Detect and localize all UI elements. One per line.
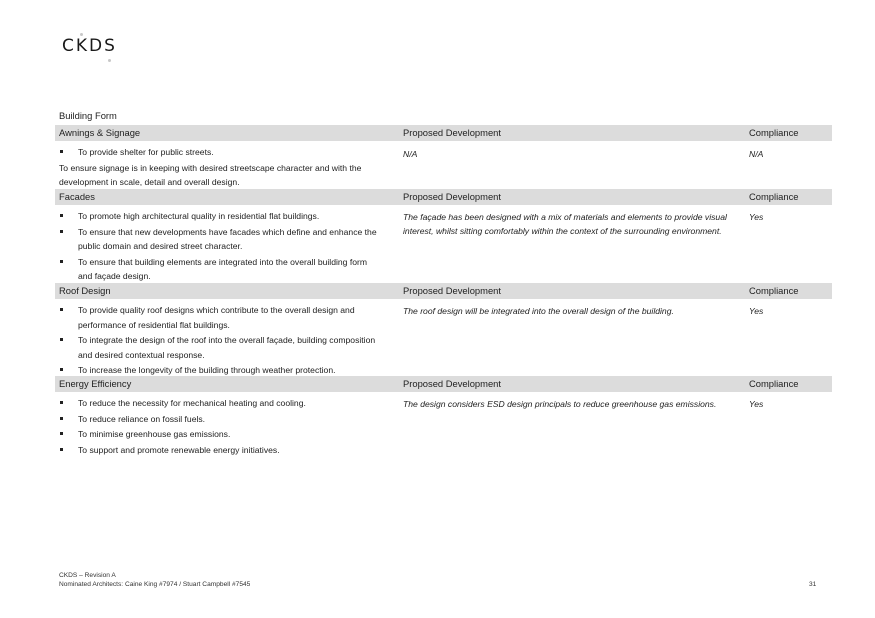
- page-number: 31: [809, 581, 817, 588]
- objective-item: To promote high architectural quality in residential flat buildings.: [59, 209, 381, 224]
- objective-item: To support and promote renewable energy initiatives.: [59, 443, 381, 458]
- objective-item: To ensure that new developments have facades which define and enhance the public domain and desired street character.: [59, 225, 381, 254]
- section-title-facades: Facades: [59, 191, 95, 202]
- proposed-development-text: The roof design will be integrated into the overall design of the building.: [403, 306, 674, 316]
- ckds-logo: [62, 34, 132, 64]
- section-body-facades: [55, 205, 832, 283]
- proposed-development-header: Proposed Development: [403, 378, 501, 389]
- objective-item: To increase the longevity of the building through weather protection.: [59, 363, 381, 378]
- section-title-roof-design: Roof Design: [59, 285, 111, 296]
- objective-item: To reduce the necessity for mechanical heating and cooling.: [59, 396, 381, 411]
- compliance-header: Compliance: [749, 127, 799, 138]
- section-header-energy-efficiency: [55, 376, 832, 392]
- section-header-roof-design: [55, 283, 832, 299]
- footer-architects: Nominated Architects: Caine King #7974 / Stuart Campbell #7545: [59, 581, 251, 588]
- objective-item: To provide quality roof designs which contribute to the overall design and performance of residential flat buildings.: [59, 303, 381, 332]
- objective-item: To ensure that building elements are integrated into the overall building form and façade design.: [59, 255, 381, 284]
- section-title-awnings-signage: Awnings & Signage: [59, 127, 141, 138]
- section-body-roof-design: [55, 299, 832, 376]
- logo-dot-top: [80, 33, 83, 36]
- objectives-list: [59, 145, 381, 190]
- footer-revision: CKDS – Revision A: [59, 572, 116, 579]
- objective-item: To minimise greenhouse gas emissions.: [59, 427, 381, 442]
- page-footer: [59, 571, 250, 589]
- compliance-value: N/A: [749, 149, 764, 159]
- proposed-development-text: The design considers ESD design principals to reduce greenhouse gas emissions.: [403, 399, 717, 409]
- proposed-development-header: Proposed Development: [403, 285, 501, 296]
- objective-item: To reduce reliance on fossil fuels.: [59, 412, 381, 427]
- objective-text: To ensure signage is in keeping with desired streetscape character and with the development in scale, detail and overall design.: [59, 162, 362, 187]
- compliance-header: Compliance: [749, 191, 799, 202]
- logo-dot-bottom: [108, 59, 111, 62]
- section-header-facades: [55, 189, 832, 205]
- compliance-value: Yes: [749, 399, 764, 409]
- proposed-development-header: Proposed Development: [403, 191, 501, 202]
- objectives-list: [59, 209, 381, 285]
- compliance-table: [55, 125, 832, 472]
- compliance-value: Yes: [749, 212, 764, 222]
- section-title-energy-efficiency: Energy Efficiency: [59, 378, 132, 389]
- objectives-list: [59, 303, 381, 379]
- proposed-development-text: N/A: [403, 149, 418, 159]
- objective-item: To integrate the design of the roof into the overall façade, building composition and desired contextual response.: [59, 333, 381, 362]
- logo-text: CKDS: [62, 36, 117, 56]
- section-header-awnings-signage: [55, 125, 832, 141]
- objective-item: To provide shelter for public streets.: [59, 145, 381, 160]
- objectives-list: [59, 396, 381, 458]
- section-body-awnings-signage: [55, 141, 832, 189]
- proposed-development-text: The façade has been designed with a mix of materials and elements to provide visual interest, whilst sitting comfortably within the context of the surrounding environment.: [403, 212, 727, 236]
- proposed-development-header: Proposed Development: [403, 127, 501, 138]
- compliance-value: Yes: [749, 306, 764, 316]
- compliance-header: Compliance: [749, 285, 799, 296]
- section-body-energy-efficiency: [55, 392, 832, 472]
- compliance-header: Compliance: [749, 378, 799, 389]
- section-title: Building Form: [59, 110, 117, 121]
